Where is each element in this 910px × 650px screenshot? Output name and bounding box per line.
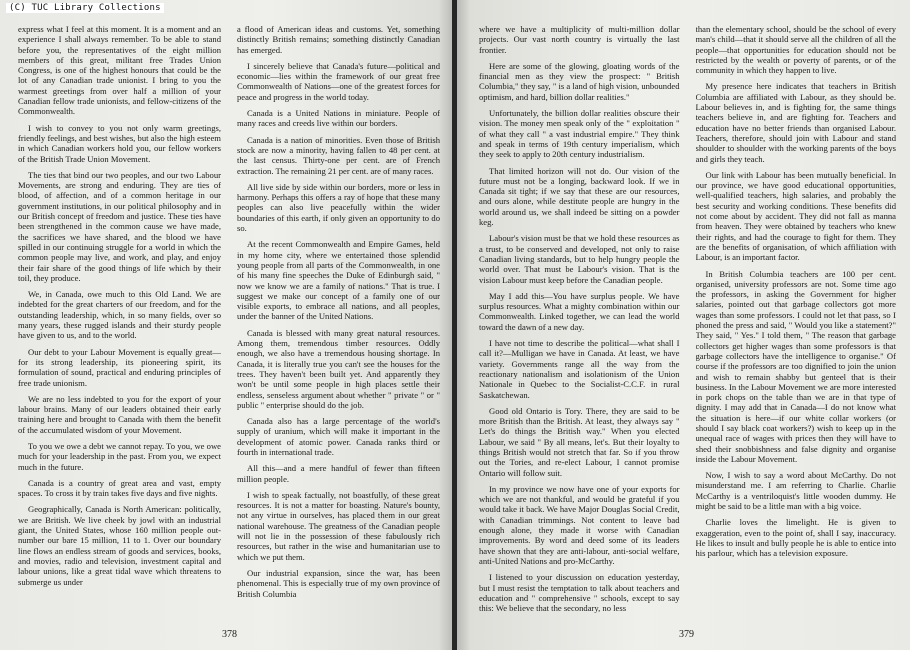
paragraph: In my province we now have one of your exports for which we are not thankful, and would be grateful if you would take it back. We have Major Douglas Social Credit, with Canadian trimmings. Not content to leave bad enough alone, they made it worse with Canadian improvements. By word and deed some of its leaders have shown that they are anti-labour, anti-social welfare, anti-United Nations and pro-McCarthy. — [479, 483, 680, 566]
paragraph: Now, I wish to say a word about McCarthy. Do not misunderstand me. I am referring to Charlie. Charlie McCarthy is a ventriloquist's little wooden dummy. He might be said to be a little man with a big voice. — [695, 470, 896, 512]
paragraph: Canada is a United Nations in miniature. People of many races and creeds live within our borders. — [237, 108, 440, 129]
paragraph: Unfortunately, the billion dollar realities obscure their vision. The money men speak only of the " exploitation " of what they call " a vast industrial empire." They think and speak in terms of 19th century imperialism, which they seek to apply to 20th century industrialism. — [479, 108, 680, 160]
paragraph: Canada also has a large percentage of the world's supply of uranium, which will make it important in the development of atomic power. Canada ranks third or fourth in international trade. — [237, 416, 440, 457]
right-page-column-2 — [696, 24, 897, 624]
left-page-number: 378 — [222, 629, 237, 640]
paragraph: All this—and a mere handful of fewer than fifteen million people. — [237, 463, 440, 484]
paragraph: Canada is blessed with many great natural resources. Among them, tremendous timber resources. Oddly enough, we also have a tremendous housing shortage. In Canada, it is literally true you can't see the houses for the trees. They haven't been built yet. And apparently they won't be until some people in high places settle their endless, senseless argument about whether " private " or " public " enterprise should do the job. — [237, 327, 440, 410]
paragraph: In British Columbia teachers are 100 per cent. organised, university professors are not. Some time ago the professors, in asking the Government for higher salaries, pointed out that garbage collectors got more wages than some professors. I could not let that pass, so I phoned the press and said, " Would you like a statement?" They said, " Yes." I told them, " The reason that garbage collectors get higher wages than some professors is that garbage collectors have the intelligence to organise." Of course if the professors are too dignified to join the union and wish to remain shabby but genteel that is their business. In the Labour Movement we are more interested in pork chops on the table than we are in that type of dignity. I may add that in Canada—I do not know what the situation is here—if our white collar workers (or should I say black coat workers?) wish to keep up in the unequal race of wages with prices then they will have to shed their snobbishness and false dignity and organise inside the Labour Movement. — [695, 268, 896, 464]
library-watermark: (C) TUC Library Collections — [6, 3, 164, 13]
paragraph: express what I feel at this moment. It is a moment and an experience I shall always remember. To be able to stand before you, the representatives of the eight million members of this great, militant free Trades Union Congress, is one of the highest honours that could be the lot of any Canadian trade unionist. I bring to you the warmest greetings from over half a million of your Canadian fellow trade unionists, and fellow-citizens of the Commonwealth. — [18, 24, 221, 117]
paragraph: than the elementary school, should be the school of every man's child—that it should serve all the children of all the people—that opportunities for education should not be restricted by the wealth or poverty of parents, or of the community in which they happen to live. — [695, 24, 896, 76]
paragraph: I have not time to describe the political—what shall I call it?—Mulligan we have in Canada. At least, we have variety. Governments range all the way from the reactionary nationalism and isolationism of the Union Nationale in Quebec to the Socialist-C.C.F. in rural Saskatchewan. — [479, 338, 680, 400]
paragraph: Our link with Labour has been mutually beneficial. In our province, we have good educational opportunities, well-qualified teachers, high salaries, and probably the best security and working conditions. These benefits did not come about by accident. They did not fall as manna from heaven. They were obtained by teachers who knew their rights, and had the courage to fight for them. They are the benefits of organisation, of which affiliation with Labour, is an important factor. — [695, 169, 896, 263]
paragraph: We, in Canada, owe much to this Old Land. We are indebted for the great charters of our freedom, and for the outstanding leadership, which, in so many fields, over so many years, these rugged islands and their sturdy people have given to us, and to the world. — [18, 289, 221, 341]
left-page-columns — [18, 24, 440, 624]
paragraph: I sincerely believe that Canada's future—political and economic—lies within the framework of our great free Commonwealth of Nations—one of the greatest forces for peace and progress in the world today. — [237, 60, 440, 102]
paragraph: The ties that bind our two peoples, and our two Labour Movements, are strong and enduring. They are ties of blood, of affection, and of a common heritage in our government institutions, in our political philosophy and in our British concept of freedom and justice. These ties have been strengthened in the common cause we have made, the sacrifices we have shared, and the blood we have spilled in our continuing struggle for a world in which the common people may live, and work, and play, and enjoy their fair share of the good things of life which by their toil, they produce. — [18, 169, 221, 283]
left-page — [0, 0, 452, 650]
paragraph: At the recent Commonwealth and Empire Games, held in my home city, where we entertained those splendid young people from all parts of the Commonwealth, in one of his many fine speeches the Duke of Edinburgh said, " now we know we are a family of nations." That is true. I suggest we make our concept of a family one of our visible exports, to embrace all nations, and all peoples, under the banner of the United Nations. — [237, 239, 440, 322]
paragraph: May I add this—You have surplus people. We have surplus resources. What a mighty combination within our Commonwealth. Linked together, we can lead the world toward the dawn of a new day. — [479, 290, 680, 332]
paragraph: Our debt to your Labour Movement is equally great—for its strong leadership, its pioneering spirit, its formulation of sound, practical and enduring principles of free trade unionism. — [18, 346, 221, 388]
paragraph: Charlie loves the limelight. He is given to exaggeration, even to the point of, shall I say, inaccuracy. He likes to insult and bully people he is able to entice into his parlour, which has a television exposure. — [695, 517, 896, 559]
paragraph: All live side by side within our borders, more or less in harmony. Perhaps this offers a ray of hope that these many peoples can also live peacefully within the wider boundaries of this earth, if only given an opportunity to do so. — [237, 181, 440, 234]
paragraph: My presence here indicates that teachers in British Columbia are affiliated with Labour, as they should be. Labour believes in, and is fighting for, the same things teachers believe in, and are fighting for. Teachers and education have no better friends than organised Labour. Teachers, therefore, should join with Labour and stand shoulder to shoulder with the working parents of the boys and girls they teach. — [695, 81, 896, 164]
paragraph: To you we owe a debt we cannot repay. To you, we owe much for your leadership in the past. From you, we expect much in the future. — [18, 440, 221, 472]
paragraph: Canada is a nation of minorities. Even those of British stock are now a minority, having fallen to 48 per cent. at the last census. Thirty-one per cent. are of French extraction. The remaining 21 per cent. are of many races. — [237, 134, 440, 176]
left-page-column-1 — [18, 24, 221, 624]
paragraph: We are no less indebted to you for the export of your labour brains. Many of our leaders obtained their early training here and brought to Canada with them the benefit of the accumulated wisdom of your Movement. — [18, 393, 221, 435]
right-page — [457, 0, 910, 650]
paragraph: Labour's vision must be that we hold these resources as a trust, to be conserved and developed, not only to raise Canadian living standards, but to help hungry people the world over. That must be Labour's vision. That is the vision Labour must keep before the Canadian people. — [479, 233, 680, 285]
paragraph: That limited horizon will not do. Our vision of the future must not be a longing, backward look. If we in Canada sit tight; if we say that these are our resources, and ours alone, while destitute people are hungry in the world around us, we shall indeed be sitting on a powder keg. — [479, 165, 680, 228]
paragraph: a flood of American ideas and customs. Yet, something distinctly British remains; something distinctly Canadian has emerged. — [237, 24, 440, 55]
right-page-column-1 — [479, 24, 680, 624]
left-page-column-2 — [237, 24, 440, 624]
paragraph: I listened to your discussion on education yesterday, but I must resist the temptation to talk about teachers and education and " comprehensive " schools, except to say this: We believe that the secondary, no less — [479, 572, 680, 614]
paragraph: Canada is a country of great area and vast, empty spaces. To cross it by train takes five days and five nights. — [18, 477, 221, 499]
paragraph: Good old Ontario is Tory. There, they are said to be more British than the British. At least, they always say " Let's do things the British way." When you elected Labour, we said " By all means, let's. But their loyalty to things British would not stretch that far. So if you throw out the Tories, and re-elect Labour, I cannot promise Ontario will follow suit. — [479, 405, 680, 478]
paragraph: Geographically, Canada is North American: politically, we are British. We live cheek by jowl with an industrial giant, the United States, whose 160 million people out-number our bare 15 million, 11 to 1. Over our boundary line flows an endless stream of goods and services, books, and movies, radio and television, investment capital and labour unions, like a great tidal wave which threatens to submerge us under — [18, 504, 221, 587]
paragraph: Our industrial expansion, since the war, has been phenomenal. This is especially true of my own province of British Columbia — [237, 567, 440, 599]
paragraph: I wish to convey to you not only warm greetings, friendly feelings, and best wishes, but also the high esteem in which Canadian workers hold you, our fellow workers of the British Trade Union Movement. — [18, 122, 221, 164]
paragraph: I wish to speak factually, not boastfully, of these great resources. It is not a matter for boasting. Nature's bounty, not any virtue in ourselves, has placed them in our great national warehouse. The greatness of the Canadian people will not lie in the possession of these fabulously rich resources, but rather in the wise and humanitarian use to which we put them. — [237, 489, 440, 562]
paragraph: Here are some of the glowing, gloating words of the financial men as they view the prospect: " British Columbia," they say, " is a land of high vision, unbounded optimism, and hard, billion dollar realities." — [479, 60, 680, 102]
paragraph: where we have a multiplicity of multi-million dollar projects. Our vast north country is virtually the last frontier. — [479, 24, 680, 55]
right-page-number: 379 — [679, 629, 694, 640]
right-page-columns — [479, 24, 896, 624]
